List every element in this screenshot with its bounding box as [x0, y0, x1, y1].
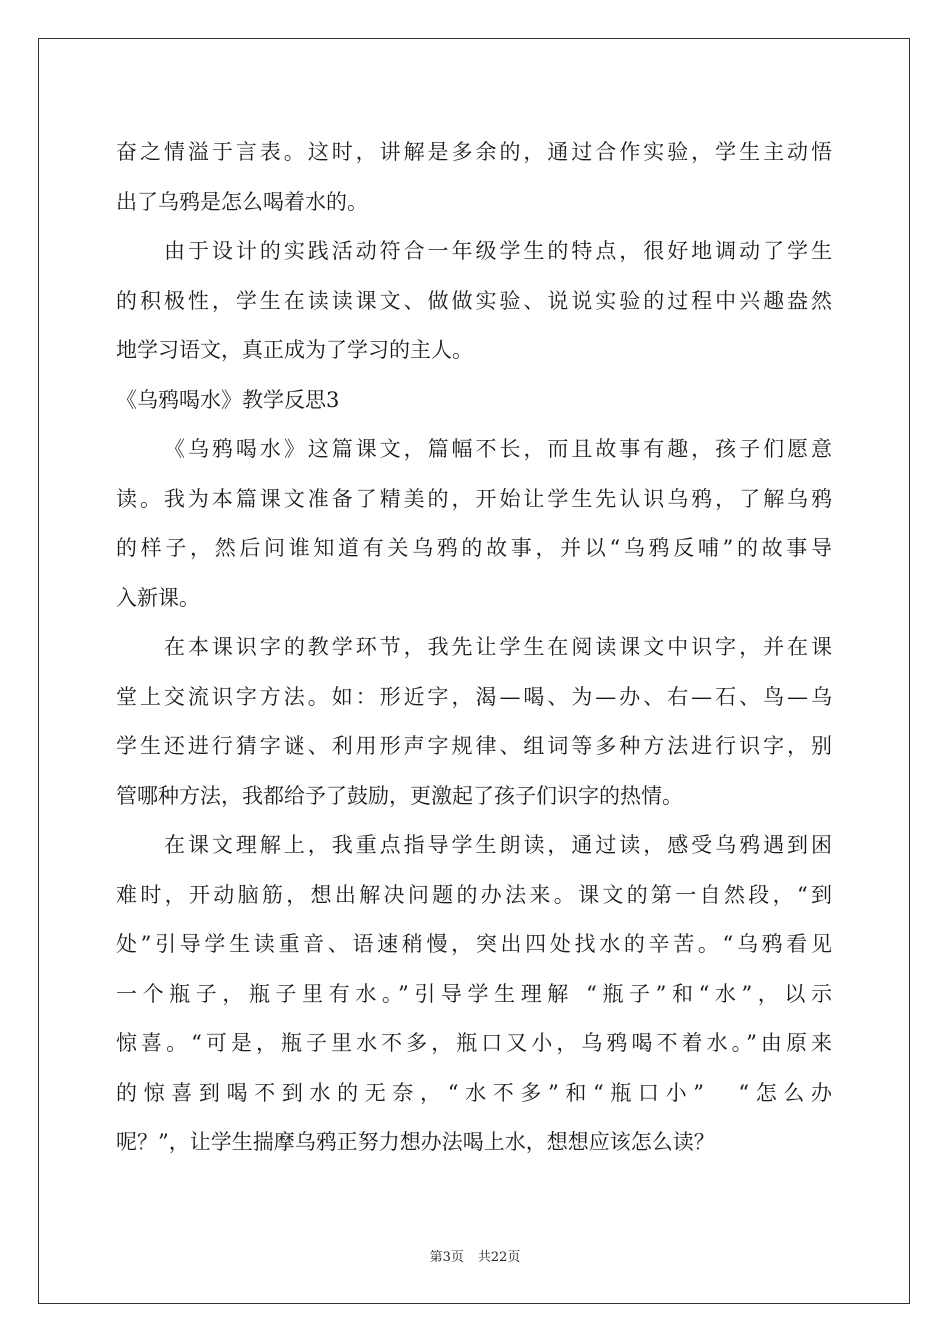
page-total: 共22页: [477, 1250, 521, 1265]
section-heading: 《乌鸦喝水》教学反思3: [116, 387, 340, 412]
text-line: 出了乌鸦是怎么喝着水的。: [116, 189, 368, 214]
text-line: 的积极性，学生在读读课文、做做实验、说说实验的过程中兴趣盎然: [116, 288, 832, 313]
text-line: 惊喜。“可是，瓶子里水不多，瓶口又小，乌鸦喝不着水。”由原来: [116, 1031, 832, 1055]
text-line: 的惊喜到喝不到水的无奈，“水不多”和“瓶口小” “怎么办: [116, 1080, 832, 1105]
text-line: 在课文理解上，我重点指导学生朗读，通过读，感受乌鸦遇到困: [164, 833, 832, 857]
text-line: 呢？”，让学生揣摩乌鸦正努力想办法喝上水，想想应该怎么读？: [116, 1130, 715, 1154]
text-line: 由于设计的实践活动符合一年级学生的特点，很好地调动了学生: [164, 239, 832, 263]
text-line: 地学习语文，真正成为了学习的主人。: [116, 338, 473, 362]
text-line: 读。我为本篇课文准备了精美的，开始让学生先认识乌鸦，了解乌鸦: [116, 486, 832, 511]
text-line: 《乌鸦喝水》这篇课文，篇幅不长，而且故事有趣，孩子们愿意: [164, 437, 832, 461]
text-line: 处”引导学生读重音、语速稍慢，突出四处找水的辛苦。“乌鸦看见: [116, 932, 832, 956]
text-line: 的样子，然后问谁知道有关乌鸦的故事，并以“乌鸦反哺”的故事导: [116, 536, 832, 560]
text-line: 一个瓶子，瓶子里有水。”引导学生理解 “瓶子”和“水”，以示: [116, 981, 832, 1006]
page-number: 第3页: [429, 1250, 464, 1265]
text-line: 难时，开动脑筋，想出解决问题的办法来。课文的第一自然段，“到: [116, 882, 832, 907]
text-line: 奋之情溢于言表。这时，讲解是多余的，通过合作实验，学生主动悟: [116, 140, 832, 164]
text-line: 管哪种方法，我都给予了鼓励，更激起了孩子们识字的热情。: [116, 783, 683, 808]
document-body: [116, 128, 832, 1168]
text-line: 入新课。: [116, 585, 200, 610]
text-line: 学生还进行猜字谜、利用形声字规律、组词等多种方法进行识字，别: [116, 734, 832, 758]
text-line: 在本课识字的教学环节，我先让学生在阅读课文中识字，并在课: [164, 635, 832, 659]
page-footer: [0, 1246, 950, 1265]
text-line: 堂上交流识字方法。如：形近字，渴—喝、为—办、右—石、鸟—乌: [116, 684, 832, 709]
